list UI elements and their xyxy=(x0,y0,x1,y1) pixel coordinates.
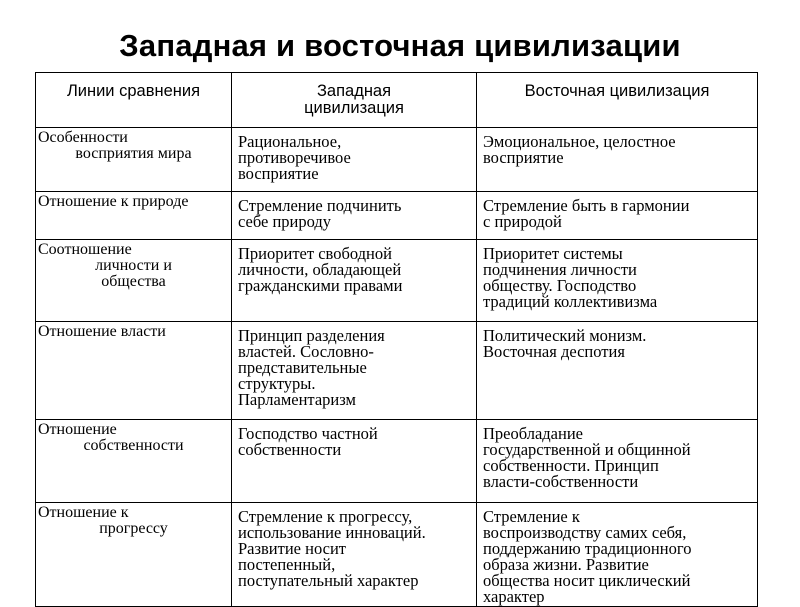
criterion-cell xyxy=(36,192,232,240)
western-cell: Стремление к прогрессу, использование инноваций. Развитие носит постепенный, поступательный характер xyxy=(232,503,477,607)
eastern-cell: Политический монизм. Восточная деспотия xyxy=(477,322,758,420)
header-eastern: Восточная цивилизация xyxy=(477,73,758,128)
criterion-label: Соотношение xyxy=(38,241,132,258)
table-row xyxy=(36,128,758,192)
criterion-label: Отношение xyxy=(38,421,117,438)
criterion-label: Отношение власти xyxy=(38,323,166,340)
comparison-table xyxy=(35,72,758,607)
criterion-cell xyxy=(36,420,232,503)
western-cell: Стремление подчинить себе природу xyxy=(232,192,477,240)
criterion-label: Отношение к природе xyxy=(38,193,189,210)
table-row xyxy=(36,322,758,420)
table-row xyxy=(36,192,758,240)
western-cell: Принцип разделения властей. Сословно- представительные структуры. Парламентаризм xyxy=(232,322,477,420)
western-cell: Господство частной собственности xyxy=(232,420,477,503)
header-row xyxy=(36,73,758,128)
header-criteria: Линии сравнения xyxy=(36,73,232,128)
eastern-cell: Стремление быть в гармонии с природой xyxy=(477,192,758,240)
criterion-label-cont: личности и общества xyxy=(95,257,172,290)
western-cell: Приоритет свободной личности, обладающей гражданскими правами xyxy=(232,240,477,322)
criterion-cell xyxy=(36,503,232,607)
criterion-label-cont: восприятия мира xyxy=(75,145,192,162)
western-cell: Рациональное, противоречивое восприятие xyxy=(232,128,477,192)
table-row xyxy=(36,420,758,503)
criterion-label: Особенности xyxy=(38,129,128,146)
table-row xyxy=(36,240,758,322)
criterion-cell xyxy=(36,240,232,322)
eastern-cell: Приоритет системы подчинения личности обществу. Господство традиций коллективизма xyxy=(477,240,758,322)
page-title: Западная и восточная цивилизации xyxy=(119,28,681,63)
criterion-cell xyxy=(36,322,232,420)
criterion-label-cont: собственности xyxy=(83,437,184,454)
criterion-label: Отношение к xyxy=(38,504,129,521)
criterion-cell xyxy=(36,128,232,192)
eastern-cell: Преобладание государственной и общинной собственности. Принцип власти-собственности xyxy=(477,420,758,503)
eastern-cell: Эмоциональное, целостное восприятие xyxy=(477,128,758,192)
eastern-cell: Стремление к воспроизводству самих себя, поддержанию традиционного образа жизни. Развитие общества носит циклический характер xyxy=(477,503,758,607)
criterion-label-cont: прогрессу xyxy=(99,520,168,537)
table-row xyxy=(36,503,758,607)
header-western: Западная цивилизация xyxy=(232,73,477,128)
